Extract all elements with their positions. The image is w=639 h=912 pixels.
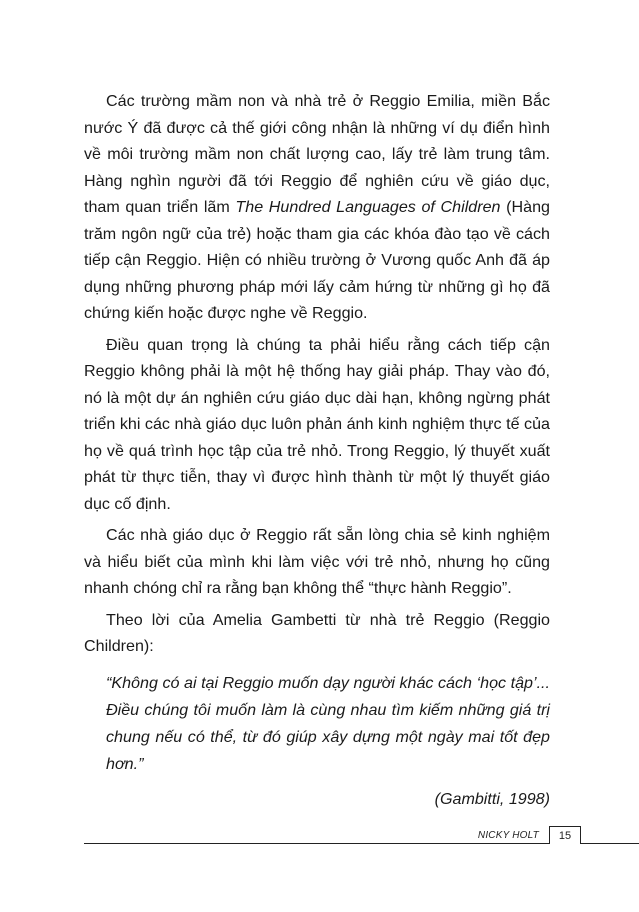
book-title: The Hundred Languages of Children: [235, 198, 501, 216]
paragraph-3: Các nhà giáo dục ở Reggio rất sẵn lòng chia sẻ kinh nghiệm và hiểu biết của mình khi làm việc với trẻ nhỏ, nhưng họ cũng nhanh chóng chỉ ra rằng bạn không thể “thực hành Reggio”.: [84, 526, 550, 597]
running-author: NICKY HOLT: [477, 830, 539, 841]
block-quote: “Không có ai tại Reggio muốn dạy người khác cách ‘học tập’... Điều chúng tôi muốn làm là cùng nhau tìm kiếm những giá trị chung nếu có thể, từ đó giúp xây dựng một ngày mai tốt đẹp hơn.”: [106, 673, 550, 773]
page-body: [84, 88, 550, 812]
paragraph-1: Các trường mầm non và nhà trẻ ở Reggio Emilia, miền Bắc nước Ý đã được cả thế giới công nhận là những ví dụ điển hình về môi trường mầm non chất lượng cao, lấy trẻ làm trung tâm. Hàng nghìn người đã tới Reggio để nghiên cứu về giáo dục, tham quan triển lãm The Hundred Languages of Children (Hàng trăm ngôn ngữ của trẻ) hoặc tham gia các khóa đào tạo về cách tiếp cận Reggio. Hiện có nhiều trường ở Vương quốc Anh đã áp dụng những phương pháp mới lấy cảm hứng từ những gì họ đã chứng kiến hoặc được nghe về Reggio.: [84, 92, 550, 322]
quote-citation: (Gambitti, 1998): [434, 789, 550, 808]
paragraph-4: Theo lời của Amelia Gambetti từ nhà trẻ Reggio (Reggio Children):: [84, 610, 550, 655]
page-number: 15: [549, 826, 581, 844]
page-footer: [0, 826, 639, 846]
paragraph-2: Điều quan trọng là chúng ta phải hiểu rằng cách tiếp cận Reggio không phải là một hệ thống hay giải pháp. Thay vào đó, nó là một dự án nghiên cứu giáo dục dài hạn, không ngừng phát triển khi các nhà giáo dục luôn phản ánh kinh nghiệm thực tế của họ về quá trình học tập của trẻ nhỏ. Trong Reggio, lý thuyết xuất phát từ thực tiễn, thay vì được hình thành từ một lý thuyết giáo dục cố định.: [84, 335, 550, 513]
